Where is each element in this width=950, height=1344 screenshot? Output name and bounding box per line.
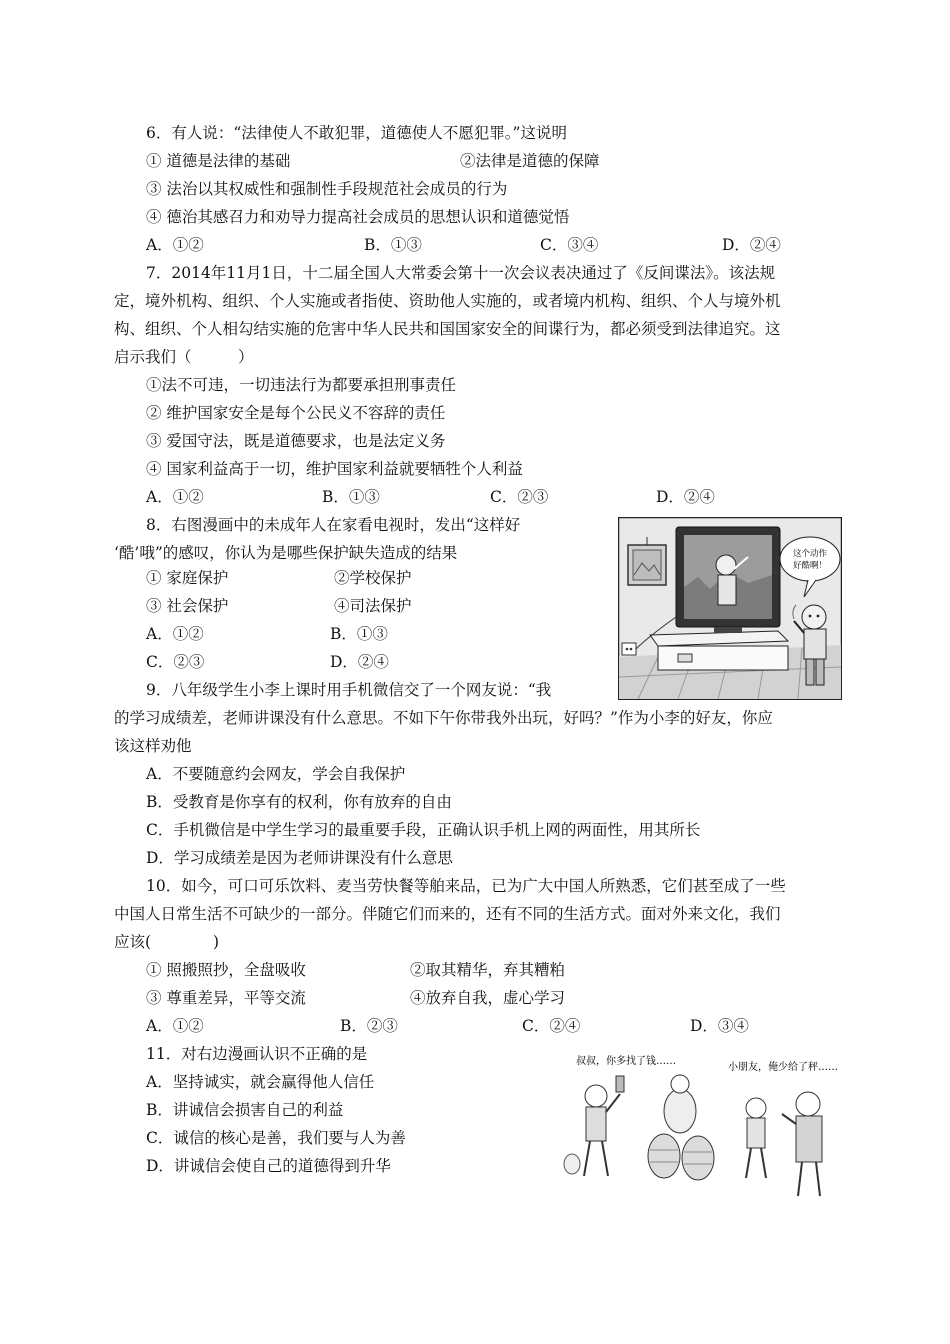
- q6-option-a: A．①②: [146, 236, 204, 254]
- q10-statement-4: ④放弃自我，虚心学习: [410, 989, 566, 1007]
- q10-option-d: D．③④: [690, 1017, 749, 1035]
- q6-option-d: D．②④: [722, 236, 781, 254]
- tv-cartoon: [618, 517, 842, 700]
- bubble-text-2: 好酷啊！: [792, 561, 828, 571]
- q7-option-d: D．②④: [656, 488, 715, 506]
- q7-stem-line-4: 启示我们（ ）: [114, 348, 254, 366]
- q9-option-c: C．手机微信是中学生学习的最重要手段，正确认识手机上网的两面性，用其所长: [146, 821, 701, 839]
- q7-option-a: A．①②: [146, 488, 204, 506]
- q10-stem-line-3: 应该( ): [114, 933, 220, 951]
- bubble-text-1: 这个动作: [792, 549, 828, 559]
- q11-option-d: D．讲诚信会使自己的道德得到升华: [146, 1157, 391, 1175]
- cartoon-caption-left: 叔叔，你多找了钱……: [576, 1056, 676, 1067]
- q9-option-a: A．不要随意约会网友，学会自我保护: [146, 765, 406, 783]
- q8-option-c: C．②③: [146, 653, 205, 671]
- q7-statement-4: ④ 国家利益高于一切，维护国家利益就要牺牲个人利益: [146, 460, 523, 478]
- q7-statement-3: ③ 爱国守法，既是道德要求，也是法定义务: [146, 432, 446, 450]
- q10-stem-line-1: 10．如今，可口可乐饮料、麦当劳快餐等舶来品，已为广大中国人所熟悉，它们甚至成了一些: [146, 877, 786, 895]
- q8-stem-line-2: ‘酷’哦”的感叹，你认为是哪些保护缺失造成的结果: [114, 544, 458, 562]
- q6-stem: 6．有人说：“法律使人不敢犯罪，道德使人不愿犯罪。”这说明: [146, 124, 567, 142]
- q10-option-b: B．②③: [340, 1017, 398, 1035]
- q7-option-b: B．①③: [322, 488, 380, 506]
- q8-statement-2: ②学校保护: [334, 569, 412, 587]
- q8-option-b: B．①③: [330, 625, 388, 643]
- q9-stem-line-2: 的学习成绩差，老师讲课没有什么意思。不如下午你带我外出玩，好吗？”作为小李的好友，你应: [114, 709, 773, 727]
- q7-stem-line-3: 构、组织、个人相勾结实施的危害中华人民共和国国家安全的间谍行为，都必须受到法律追究。这: [114, 320, 781, 338]
- q8-option-a: A．①②: [146, 625, 204, 643]
- q8-statement-1: ① 家庭保护: [146, 569, 229, 587]
- q9-stem-line-1: 9．八年级学生小李上课时用手机微信交了一个网友说：“我: [146, 681, 552, 699]
- q7-statement-1: ①法不可违，一切违法行为都要承担刑事责任: [146, 376, 457, 394]
- q9-stem-line-3: 该这样劝他: [114, 737, 192, 755]
- q6-option-c: C．③④: [540, 236, 599, 254]
- q9-option-d: D．学习成绩差是因为老师讲课没有什么意思: [146, 849, 453, 867]
- q7-statement-2: ② 维护国家安全是每个公民义不容辞的责任: [146, 404, 446, 422]
- q8-stem-line-1: 8．右图漫画中的未成年人在家看电视时，发出“这样好: [146, 516, 521, 534]
- q6-option-b: B．①③: [364, 236, 422, 254]
- cartoon-caption-right: 小朋友，俺少给了秤……: [728, 1062, 838, 1073]
- q6-statement-4: ④ 德治其感召力和劝导力提高社会成员的思想认识和道德觉悟: [146, 208, 570, 226]
- q10-statement-1: ① 照搬照抄，全盘吸收: [146, 961, 306, 979]
- q6-statement-1: ① 道德是法律的基础: [146, 152, 291, 170]
- q8-option-d: D．②④: [330, 653, 389, 671]
- q10-option-a: A．①②: [146, 1017, 204, 1035]
- q6-statement-2: ②法律是道德的保障: [460, 152, 600, 170]
- q10-stem-line-2: 中国人日常生活不可缺少的一部分。伴随它们而来的，还有不同的生活方式。面对外来文化，我们: [114, 905, 781, 923]
- q10-option-c: C．②④: [522, 1017, 581, 1035]
- q9-option-b: B．受教育是你享有的权利，你有放弃的自由: [146, 793, 452, 811]
- q11-option-c: C．诚信的核心是善，我们要与人为善: [146, 1129, 406, 1147]
- q7-option-c: C．②③: [490, 488, 549, 506]
- honesty-cartoon: [556, 1046, 838, 1204]
- q10-statement-3: ③ 尊重差异，平等交流: [146, 989, 306, 1007]
- q11-stem: 11．对右边漫画认识不正确的是: [146, 1045, 368, 1063]
- q8-statement-4: ④司法保护: [334, 597, 412, 615]
- q8-statement-3: ③ 社会保护: [146, 597, 229, 615]
- q7-stem-line-1: 7．2014年11月1日，十二届全国人大常委会第十一次会议表决通过了《反间谍法》。该法规: [146, 264, 776, 282]
- q10-statement-2: ②取其精华，弃其糟粕: [410, 961, 566, 979]
- q11-option-a: A．坚持诚实，就会赢得他人信任: [146, 1073, 375, 1091]
- q6-statement-3: ③ 法治以其权威性和强制性手段规范社会成员的行为: [146, 180, 508, 198]
- q11-option-b: B．讲诚信会损害自己的利益: [146, 1101, 344, 1119]
- q7-stem-line-2: 定，境外机构、组织、个人实施或者指使、资助他人实施的，或者境内机构、组织、个人与境外机: [114, 292, 781, 310]
